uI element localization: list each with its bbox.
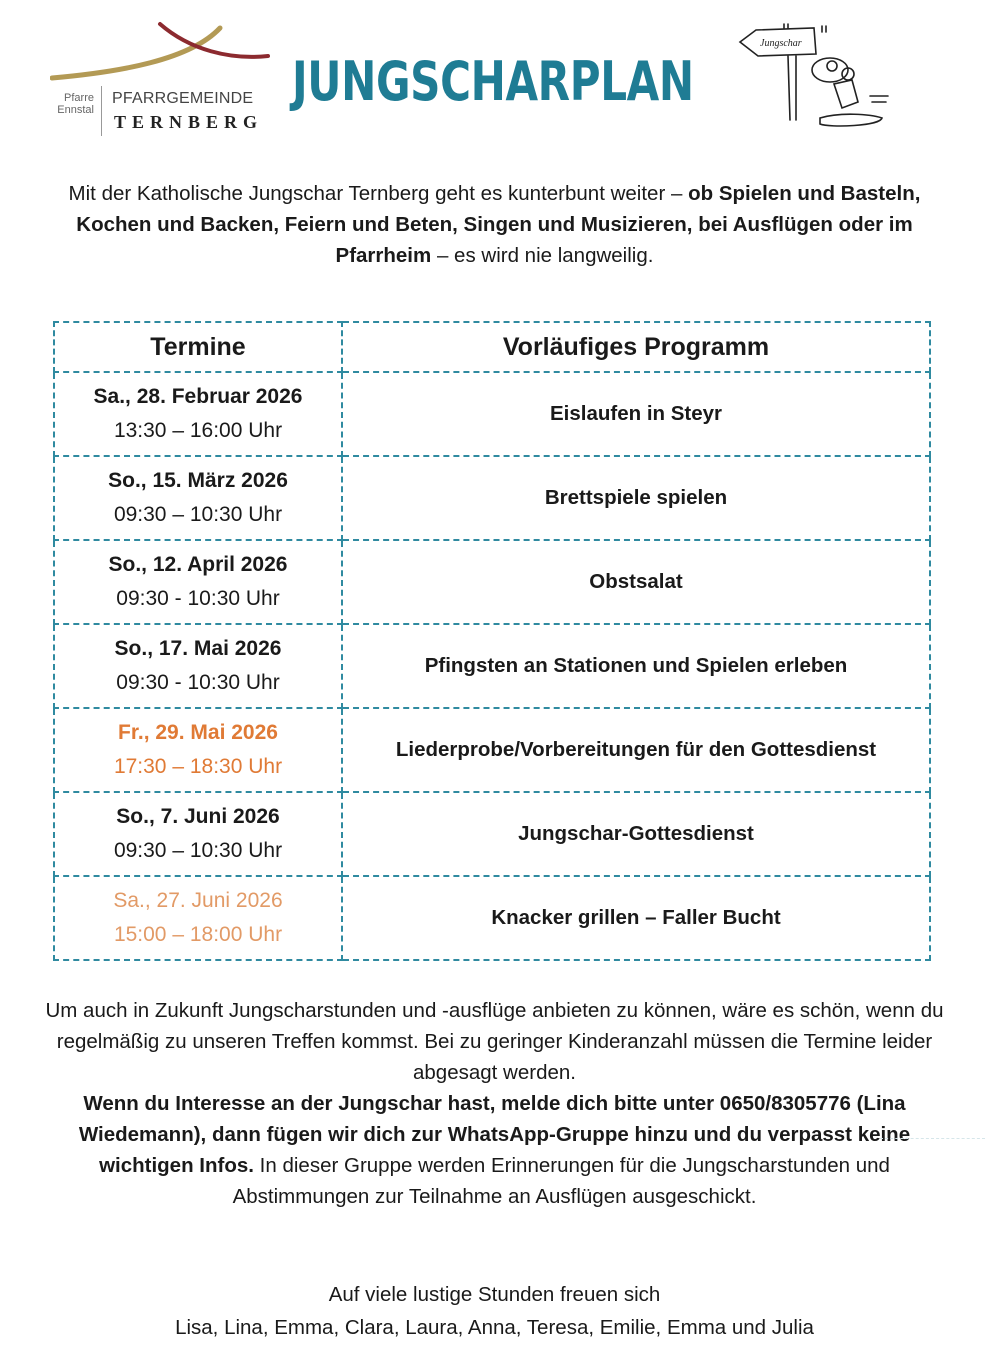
date-cell — [54, 540, 342, 624]
table-row — [54, 792, 930, 876]
event-time: 17:30 – 18:30 Uhr — [113, 755, 283, 778]
event-date: Fr., 29. Mai 2026 — [118, 721, 278, 744]
date-cell — [54, 792, 342, 876]
table-row — [54, 624, 930, 708]
event-date: So., 12. April 2026 — [108, 553, 288, 576]
decorative-dashed-line — [880, 1138, 985, 1139]
event-program: Eislaufen in Steyr — [549, 402, 723, 425]
event-time: 15:00 – 18:00 Uhr — [113, 923, 283, 946]
program-cell — [342, 372, 930, 456]
logo-small-line2: Ennstal — [57, 104, 94, 116]
event-program: Jungschar-Gottesdienst — [518, 822, 754, 845]
logo-divider — [101, 86, 102, 136]
closing-line: Auf viele lustige Stunden freuen sich — [328, 1283, 661, 1306]
event-time: 09:30 – 10:30 Uhr — [113, 503, 283, 526]
table-row-highlighted — [54, 708, 930, 792]
event-time: 09:30 - 10:30 Uhr — [116, 587, 280, 610]
logo-name-line2: TERNBERG — [114, 112, 264, 132]
event-program: Brettspiele spielen — [544, 486, 728, 509]
page-title: JUNGSCHARPLAN — [292, 50, 694, 113]
leader-names: Lisa, Lina, Emma, Clara, Laura, Anna, Teresa, Emilie, Emma und Julia — [175, 1316, 814, 1339]
table-row — [54, 540, 930, 624]
date-cell — [54, 708, 342, 792]
event-program: Obstsalat — [589, 570, 683, 593]
date-cell — [54, 456, 342, 540]
program-cell — [342, 792, 930, 876]
mascot-signpost-icon — [730, 18, 910, 136]
program-cell — [342, 456, 930, 540]
date-cell — [54, 624, 342, 708]
event-date: So., 15. März 2026 — [108, 469, 288, 492]
info-paragraph — [40, 995, 949, 1212]
event-time: 13:30 – 16:00 Uhr — [113, 419, 283, 442]
intro-text-2: – es wird nie langweilig. — [431, 244, 654, 267]
info-text-2: In dieser Gruppe werden Erinnerungen für die Jungscharstunden und Abstimmungen zur Teilnahme an Ausflügen ausgeschickt. — [232, 1154, 890, 1208]
column-header-program: Vorläufiges Programm — [342, 322, 930, 372]
event-program: Pfingsten an Stationen und Spielen erleben — [424, 654, 848, 677]
table-row — [54, 372, 930, 456]
program-cell — [342, 624, 930, 708]
intro-text-bold: ob Spielen und Basteln, Kochen und Backen, Feiern und Beten, Singen und Musizieren, bei Ausflügen oder im Pfarrheim — [76, 182, 921, 267]
table-row-highlighted — [54, 876, 930, 960]
info-text-1: Um auch in Zukunft Jungscharstunden und -ausflüge anbieten zu können, wäre es schön, wenn du regelmäßig zu unseren Treffen kommst. Bei zu geringer Kinderanzahl müssen die Termine leider abgesagt werden. — [45, 999, 944, 1084]
table-header-row — [54, 322, 930, 372]
event-time: 09:30 - 10:30 Uhr — [116, 671, 280, 694]
event-date: So., 7. Juni 2026 — [116, 805, 280, 828]
logo-small-line1: Pfarre — [64, 92, 94, 104]
event-time: 09:30 – 10:30 Uhr — [113, 839, 283, 862]
event-date: So., 17. Mai 2026 — [114, 637, 282, 660]
program-cell — [342, 708, 930, 792]
closing-section — [60, 1278, 929, 1344]
date-cell — [54, 876, 342, 960]
program-cell — [342, 540, 930, 624]
event-program: Liederprobe/Vorbereitungen für den Gottesdienst — [395, 738, 877, 761]
info-text-bold: Wenn du Interesse an der Jungschar hast, melde dich bitte unter 0650/8305776 (Lina Wiedemann), dann fügen wir dich zur WhatsApp-Gruppe hinzu und du verpasst keine wichtigen Infos. — [78, 1092, 911, 1177]
parish-logo — [50, 20, 272, 135]
mascot-sign-text: Jungschar — [760, 38, 802, 49]
logo-swoosh-icon — [50, 20, 272, 84]
column-header-dates: Termine — [54, 322, 342, 372]
event-program: Knacker grillen – Faller Bucht — [491, 906, 781, 929]
logo-name-line1: PFARRGEMEINDE — [112, 90, 254, 107]
program-cell — [342, 876, 930, 960]
event-date: Sa., 28. Februar 2026 — [93, 385, 303, 408]
schedule-table — [53, 321, 931, 961]
logo-small-text — [50, 92, 94, 116]
table-row — [54, 456, 930, 540]
date-cell — [54, 372, 342, 456]
intro-text-1: Mit der Katholische Jungschar Ternberg geht es kunterbunt weiter – — [68, 182, 689, 205]
intro-paragraph — [60, 178, 929, 271]
event-date: Sa., 27. Juni 2026 — [113, 889, 283, 912]
